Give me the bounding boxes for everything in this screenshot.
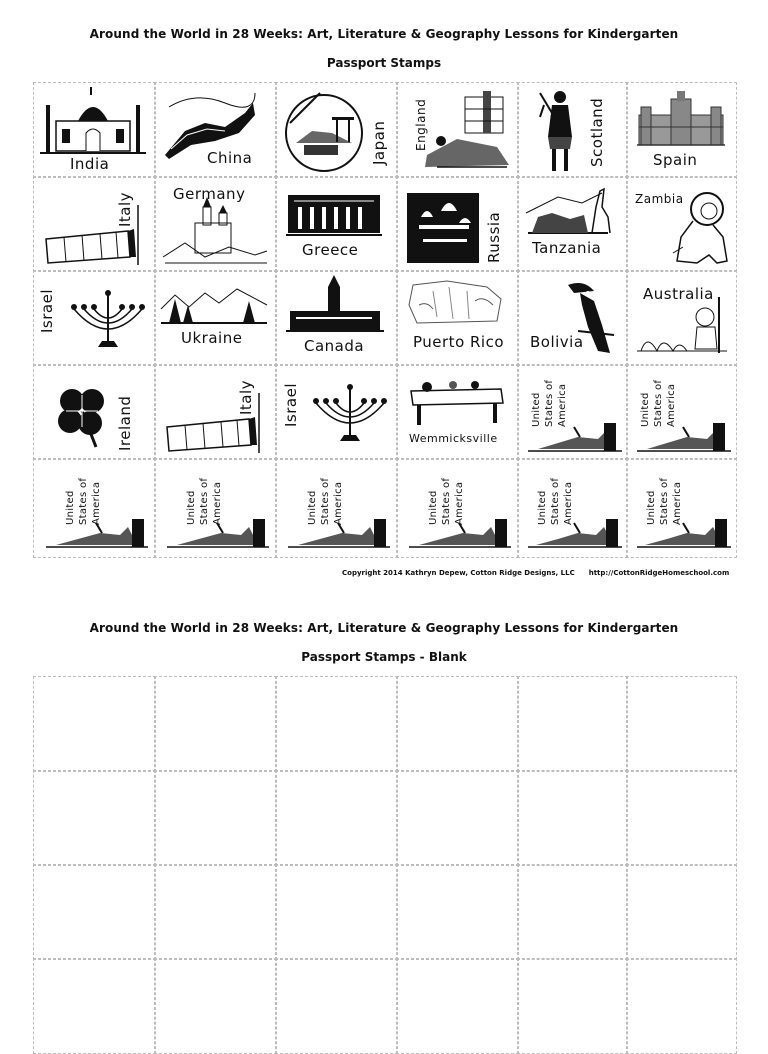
stamp-label-australia: Australia xyxy=(643,285,714,303)
blank-stamp-cell xyxy=(626,676,737,772)
stamp-scotland xyxy=(517,82,628,178)
blank-stamp-cell xyxy=(517,676,628,772)
blank-stamp-cell xyxy=(396,770,519,866)
stamp-russia xyxy=(396,176,519,272)
blank-stamp-cell xyxy=(396,676,519,772)
copyright-footer xyxy=(342,569,743,577)
copyright-text: Copyright 2014 Kathryn Depew, Cotton Ridge Designs, LLC xyxy=(342,569,575,577)
stamp-japan xyxy=(275,82,398,178)
stamp-label-bolivia: Bolivia xyxy=(530,333,584,351)
stamp-usa-r5-4 xyxy=(396,458,519,558)
stamp-label-puerto-rico: Puerto Rico xyxy=(413,333,505,351)
stamp-wemmicksville xyxy=(396,364,519,460)
stamp-italy-2 xyxy=(154,364,277,460)
blank-stamp-cell xyxy=(154,864,277,960)
bagpiper-icon xyxy=(518,83,628,178)
blank-stamp-cell xyxy=(517,770,628,866)
stamp-label-usa: United States of America xyxy=(646,477,683,525)
blank-stamp-cell xyxy=(626,958,737,1054)
workbench-icon xyxy=(397,365,519,460)
stamp-label-scotland: Scotland xyxy=(588,97,606,167)
blank-stamp-cell xyxy=(33,864,156,960)
stamp-label-greece: Greece xyxy=(302,241,359,259)
stamp-bolivia xyxy=(517,270,628,366)
stamp-label-india: India xyxy=(70,155,110,173)
stamp-label-tanzania: Tanzania xyxy=(532,239,602,257)
blank-stamp-cell xyxy=(275,864,398,960)
stamp-label-usa: United States of America xyxy=(186,477,223,525)
blank-stamp-cell xyxy=(626,770,737,866)
page-2-title: Around the World in 28 Weeks: Art, Literature & Geography Lessons for Kindergarten xyxy=(89,621,679,635)
page-title: Around the World in 28 Weeks: Art, Literature & Geography Lessons for Kindergarten xyxy=(89,27,679,41)
stamp-label-israel-1: Israel xyxy=(38,289,56,333)
stamp-label-ireland: Ireland xyxy=(116,395,134,451)
stamp-usa-r5-2 xyxy=(154,458,277,558)
stamp-greece xyxy=(275,176,398,272)
blank-stamp-cell xyxy=(154,770,277,866)
stamp-usa-r5-3 xyxy=(275,458,398,558)
stamp-zambia xyxy=(626,176,737,272)
leaning-tower-icon xyxy=(34,177,156,272)
blank-stamp-cell xyxy=(33,676,156,772)
blank-stamp-cell xyxy=(154,676,277,772)
stamp-israel-2 xyxy=(275,364,398,460)
stamp-label-usa: United States of America xyxy=(428,477,465,525)
stamp-tanzania xyxy=(517,176,628,272)
stamp-label-usa: United States of America xyxy=(640,379,677,427)
stamp-label-usa: United States of America xyxy=(531,379,568,427)
stamp-label-germany: Germany xyxy=(173,185,246,203)
stamp-grid xyxy=(33,82,737,560)
stamp-ukraine xyxy=(154,270,277,366)
stamp-label-russia: Russia xyxy=(485,211,503,263)
stamp-usa-r5-5 xyxy=(517,458,628,558)
website-url: http://CottonRidgeHomeschool.com xyxy=(588,569,730,577)
stamp-label-england: England xyxy=(414,98,428,151)
stamp-germany xyxy=(154,176,277,272)
waterfall-icon xyxy=(397,271,519,366)
blank-stamp-cell xyxy=(275,770,398,866)
blank-stamp-cell xyxy=(517,864,628,960)
stamp-label-ukraine: Ukraine xyxy=(181,329,243,347)
stamp-india xyxy=(33,82,156,178)
leaning-tower-icon xyxy=(155,365,277,460)
stamp-usa-r4-1 xyxy=(517,364,628,460)
stamp-label-wemmicksville: Wemmicksville xyxy=(409,432,498,445)
stamp-usa-r5-1 xyxy=(33,458,156,558)
shamrock-icon xyxy=(34,365,156,460)
stamp-australia xyxy=(626,270,737,366)
stamp-england xyxy=(396,82,519,178)
blank-stamp-cell xyxy=(396,958,519,1054)
blank-stamp-cell xyxy=(626,864,737,960)
blank-stamp-cell xyxy=(33,770,156,866)
stamp-label-canada: Canada xyxy=(304,337,365,355)
blank-stamp-cell xyxy=(33,958,156,1054)
stamp-label-china: China xyxy=(207,149,253,167)
stamp-spain xyxy=(626,82,737,178)
blank-stamp-cell xyxy=(154,958,277,1054)
page-subtitle: Passport Stamps xyxy=(326,56,442,70)
stamp-label-italy-1: Italy xyxy=(116,191,134,227)
stamp-italy-1 xyxy=(33,176,156,272)
stamp-usa-r4-2 xyxy=(626,364,737,460)
blank-stamp-cell xyxy=(517,958,628,1054)
stamp-label-japan: Japan xyxy=(370,120,388,165)
stamp-label-usa: United States of America xyxy=(307,477,344,525)
toucan-icon xyxy=(518,271,628,366)
blank-stamp-cell xyxy=(396,864,519,960)
stamp-label-italy-2: Italy xyxy=(237,379,255,415)
stamp-canada xyxy=(275,270,398,366)
blank-stamp-grid xyxy=(33,676,737,1036)
kilimanjaro-giraffe-icon xyxy=(518,177,628,272)
stamp-puerto-rico xyxy=(396,270,519,366)
stamp-label-zambia: Zambia xyxy=(635,192,684,206)
stamp-label-spain: Spain xyxy=(653,151,698,169)
mountains-trees-icon xyxy=(155,271,277,366)
stamp-ireland xyxy=(33,364,156,460)
stamp-israel-1 xyxy=(33,270,156,366)
stamp-label-usa: United States of America xyxy=(65,477,102,525)
page-2-subtitle: Passport Stamps - Blank xyxy=(301,650,467,664)
stamp-usa-r5-6 xyxy=(626,458,737,558)
stamp-label-israel-2: Israel xyxy=(282,383,300,427)
blank-stamp-cell xyxy=(275,676,398,772)
stamp-china xyxy=(154,82,277,178)
stamp-label-usa: United States of America xyxy=(537,477,574,525)
blank-stamp-cell xyxy=(275,958,398,1054)
